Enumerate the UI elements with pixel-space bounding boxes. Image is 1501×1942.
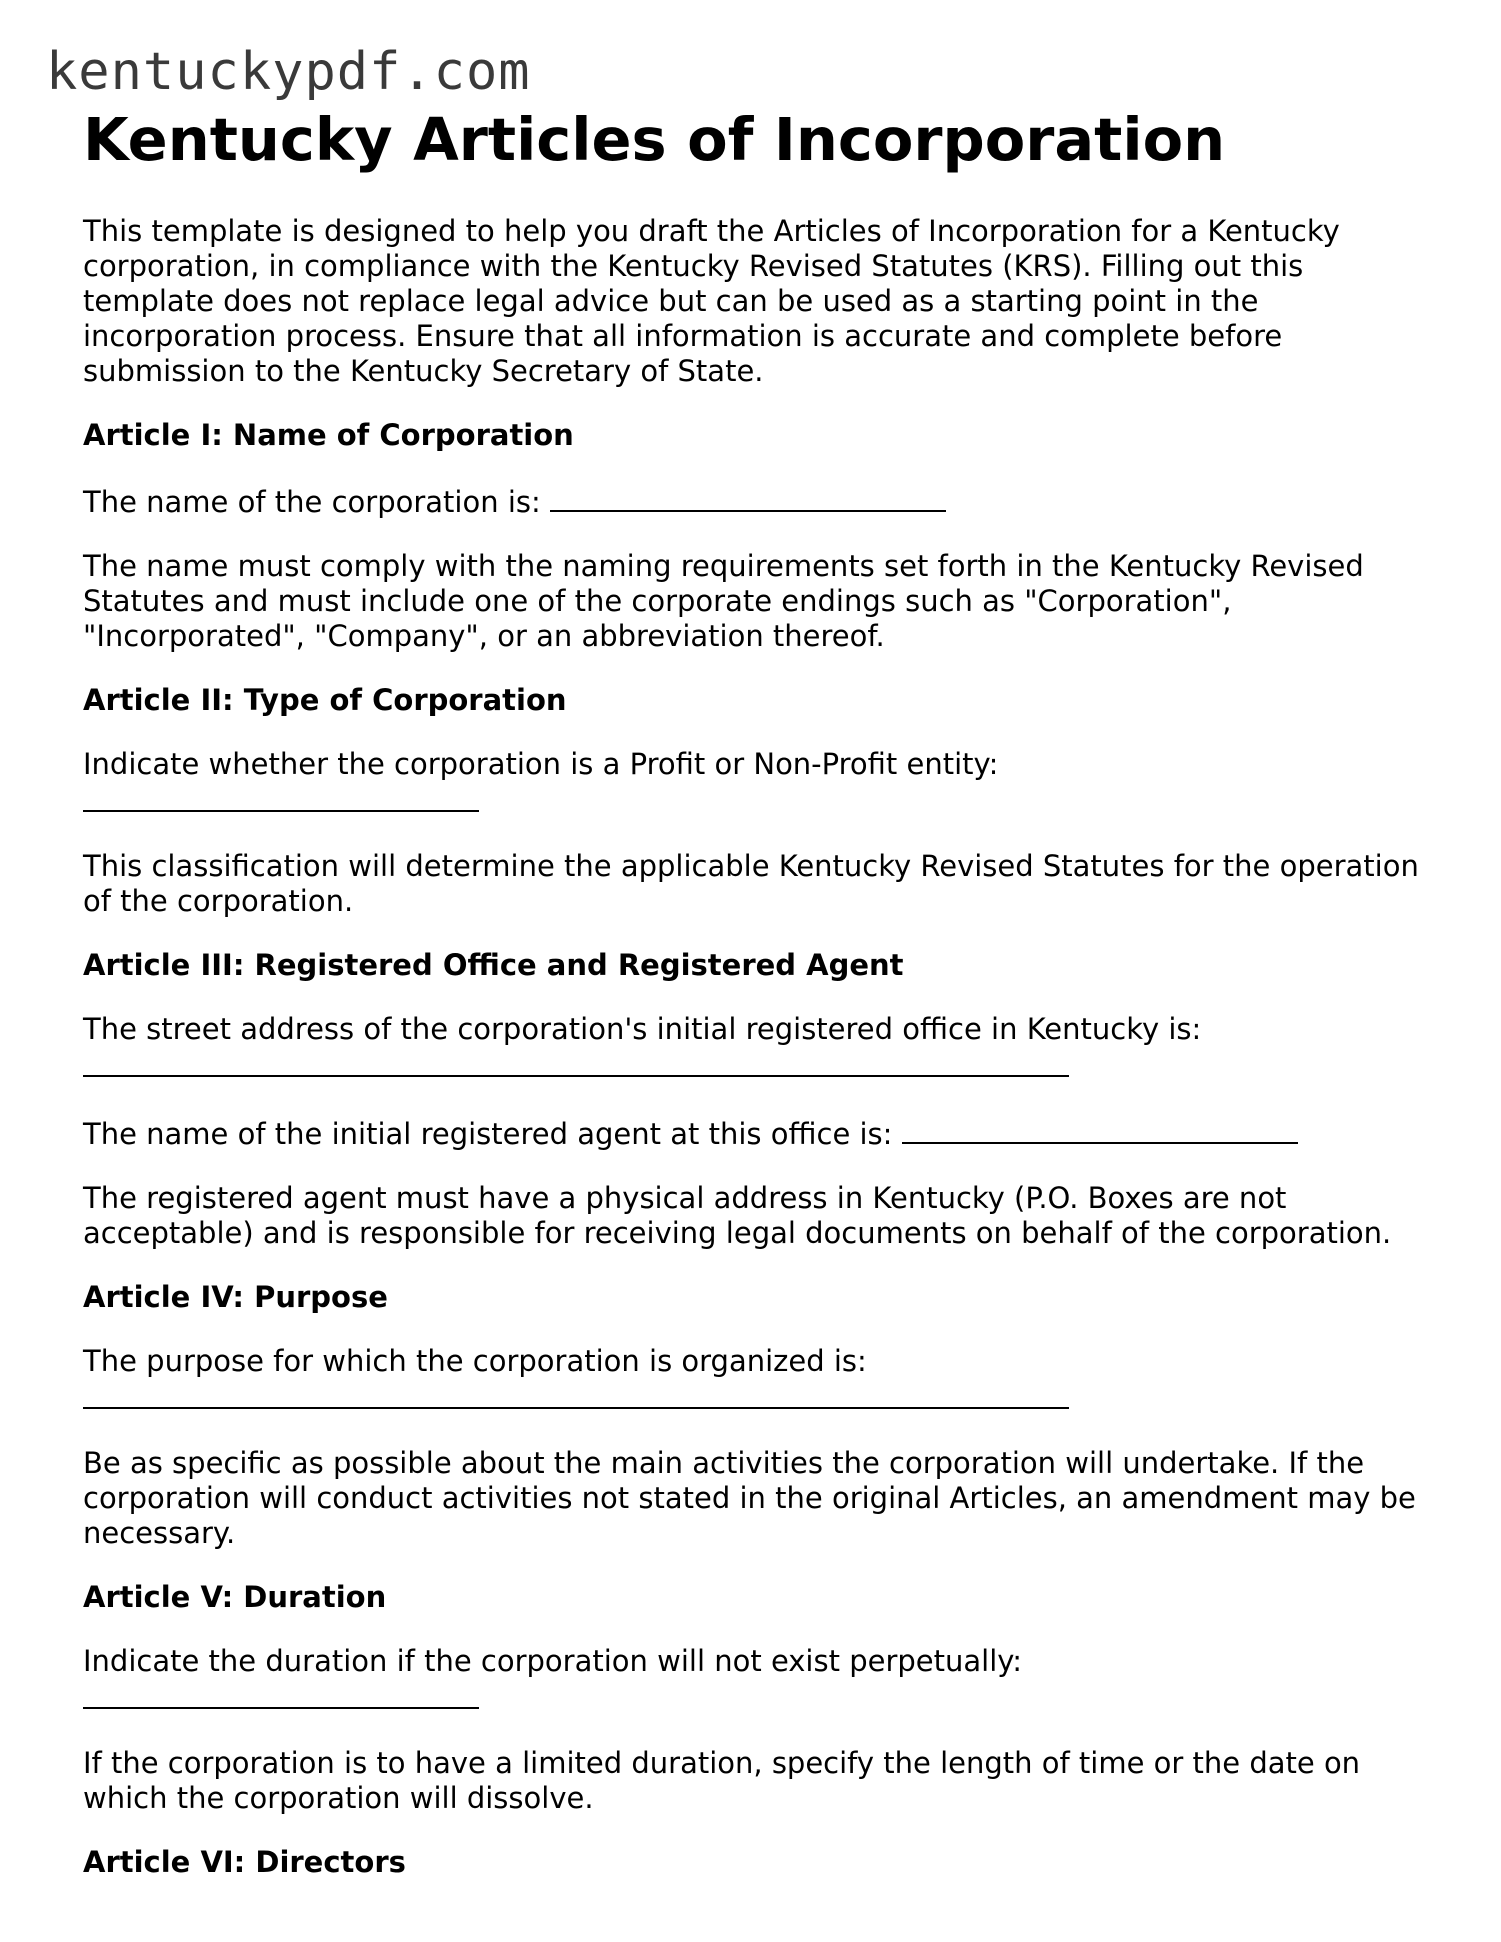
article-5-note: If the corporation is to have a limited duration, specify the length of time or the date on which the corporation will dissolve. — [83, 1746, 1361, 1815]
article-5-heading: Article V: Duration — [83, 1580, 387, 1614]
intro-paragraph: This template is designed to help you draft the Articles of Incorporation for a Kentucky corporation, in compliance with the Kentucky Revised Statutes (KRS). Filling out this template does not replace legal advice but can be used as a starting point in the incorporation process. Ensure that all information is accurate and complete before submission to the Kentucky Secretary of State. — [83, 214, 1340, 388]
registered-agent-blank[interactable] — [902, 1114, 1298, 1144]
corporation-name-blank[interactable] — [550, 482, 946, 512]
corporation-type-blank[interactable] — [83, 782, 479, 812]
article-2-note: This classification will determine the applicable Kentucky Revised Statutes for the operation of the corporation. — [83, 849, 1419, 918]
article-1-note: The name must comply with the naming requirements set forth in the Kentucky Revised Statutes and must include one of the corporate endings such as "Corporation", "Incorporated", "Company", or an abbreviation thereof. — [83, 549, 1364, 653]
registered-agent-label: The name of the initial registered agent at this office is: — [83, 1117, 893, 1151]
document-title: Kentucky Articles of Incorporation — [83, 105, 1226, 174]
article-3-heading: Article III: Registered Office and Registered Agent — [83, 948, 904, 982]
purpose-label: The purpose for which the corporation is organized is: — [83, 1344, 867, 1378]
purpose-blank[interactable] — [83, 1379, 1069, 1409]
duration-blank[interactable] — [83, 1679, 479, 1709]
article-4-heading: Article IV: Purpose — [83, 1280, 388, 1314]
article-1-field — [83, 482, 1423, 520]
registered-office-label: The street address of the corporation's initial registered office in Kentucky is: — [83, 1012, 1202, 1046]
article-4-field — [83, 1344, 1423, 1417]
article-2-field — [83, 747, 1423, 820]
registered-office-blank[interactable] — [83, 1047, 1069, 1077]
article-3-agent-field — [83, 1114, 1423, 1152]
article-3-address-field — [83, 1012, 1423, 1085]
article-6-heading: Article VI: Directors — [83, 1845, 406, 1879]
article-2-heading: Article II: Type of Corporation — [83, 683, 567, 717]
article-3-note: The registered agent must have a physical address in Kentucky (P.O. Boxes are not acceptable) and is responsible for receiving legal documents on behalf of the corporation. — [83, 1181, 1392, 1250]
document-body — [83, 214, 1423, 1909]
article-1-heading: Article I: Name of Corporation — [83, 418, 574, 452]
article-4-note: Be as specific as possible about the main activities the corporation will undertake. If the corporation will conduct activities not stated in the original Articles, an amendment may be necessary. — [83, 1446, 1416, 1550]
corporation-type-label: Indicate whether the corporation is a Profit or Non-Profit entity: — [83, 747, 999, 781]
article-5-field — [83, 1644, 1423, 1717]
watermark: kentuckypdf.com — [46, 42, 531, 102]
corporation-name-label: The name of the corporation is: — [83, 485, 541, 519]
duration-label: Indicate the duration if the corporation will not exist perpetually: — [83, 1644, 1023, 1678]
